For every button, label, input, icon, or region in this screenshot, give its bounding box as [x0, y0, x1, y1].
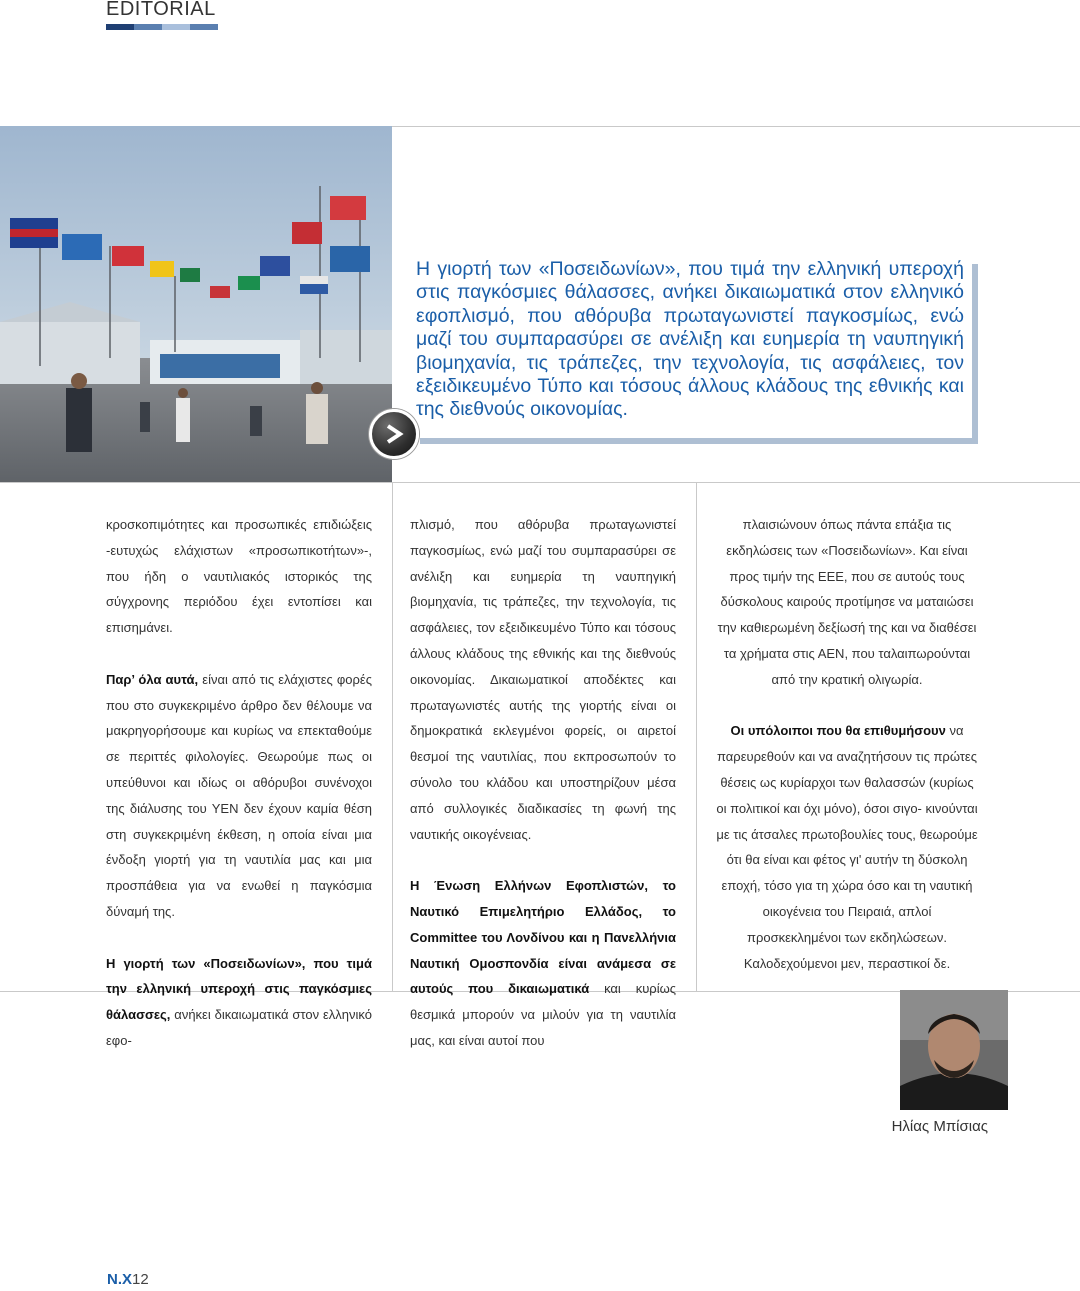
- paragraph: [714, 512, 980, 693]
- paragraph-text: να παρευρεθούν και να αναζητήσουν τις πρώτες θέσεις ως κυρίαρχοι των θαλασσών (κυρίως οι πολιτικοί και όχι μόνο), όσοι σιγο- κινούνται με τις άτσαλες πρωτοβουλίες τους, θεωρούμε ότι θα είναι και φέτος γι' αυτήν τη δύσκολη εποχή, τόσο για τη χώρα όσο και τη ναυτική οικογένεια του Πειραιά, απλοί προσκεκλημένοι των εκδηλώσεων. Καλοδεχούμενοι μεν, περαστικοί δε.: [716, 723, 978, 971]
- lead-in-bold: Οι υπόλοιποι που θα επιθυμήσουν: [730, 723, 946, 739]
- section-color-bar: [106, 24, 218, 30]
- paragraph-text: πλισμό, που αθόρυβα πρωταγωνιστεί παγκοσμίως, ενώ μαζί του συμπαρασύρει σε ανέλιξη και ευημερία τη ναυπηγική βιομηχανία, τις τράπεζες, την τεχνολογία, τις ασφάλειες, τον εξειδικευμένο Τύπο και τόσους άλλους κλάδους της εθνικής και της διεθνούς οικονομίας. Δικαιωματικοί αποδέκτες και πρωταγωνιστές αυτής της γιορτής είναι οι δημοκρατικά εκλεγμένοι φορείς, οι αιρετοί θεσμοί της ναυτιλίας, που εκπροσωπούν το σύνολο του κλάδου και υποστηρίζουν μέσα από συλλογικές διαδικασίες τη φωνή της ναυτικής οικογένειας.: [410, 517, 676, 842]
- article-column-2: [410, 512, 676, 1080]
- color-bar-segment: [162, 24, 190, 30]
- column-divider: [696, 482, 697, 991]
- color-bar-segment: [106, 24, 134, 30]
- paragraph: [410, 512, 676, 847]
- next-arrow-button[interactable]: [369, 409, 419, 459]
- color-bar-segment: [134, 24, 162, 30]
- exhibition-flags-photo: [0, 126, 392, 482]
- paragraph-text: και κυρίως θεσμικά μπορούν να μιλούν για τη ναυτιλία μας, και είναι αυτοί που: [410, 981, 676, 1048]
- paragraph: [410, 873, 676, 1054]
- chevron-right-icon: [382, 422, 406, 446]
- magazine-brand: N.X: [107, 1271, 133, 1288]
- section-label: EDITORIAL: [106, 0, 216, 20]
- author-name: Ηλίας Μπίσιας: [891, 1118, 988, 1135]
- lead-in-bold: Παρ’ όλα αυτά,: [106, 671, 199, 687]
- article-column-1: [106, 512, 372, 1080]
- pull-quote: [414, 258, 972, 438]
- paragraph: [714, 718, 980, 976]
- color-bar-segment: [190, 24, 218, 30]
- paragraph-text: είναι από τις ελάχιστες φορές που στο συγκεκριμένο άρθρο δεν θέλουμε να μακρηγορήσουμε και κυρίως να επεκταθούμε σε περιττές φιλολογίες. Θεωρούμε πως οι υπεύθυνοι και ιδίως οι αθόρυβοι συνένοχοι της διάλυσης του ΥΕΝ δεν έχουν καμία θέση στη συγκεκριμένη έκθεση, η οποία είναι μια ένδοξη γιορτή για τη ναυτιλία μας και μια προσπάθεια για να ενωθεί η παγκόσμια δύναμή της.: [106, 671, 372, 919]
- paragraph: [106, 667, 372, 925]
- lead-in-bold: Η γιορτή των «Ποσειδωνίων», που τιμά την ελληνική υπεροχή στις παγκόσμιες θάλασσες,: [106, 955, 372, 1023]
- lead-in-bold: Η Ένωση Ελλήνων Εφοπλιστών, το Ναυτικό Επιμελητήριο Ελλάδος, το Committee του Λονδίνου και η Πανελλήνια Ναυτική Ομοσπονδία είναι ανάμεσα σε αυτούς που δικαιωματικά: [410, 878, 676, 997]
- pull-quote-text: Η γιορτή των «Ποσειδωνίων», που τιμά την ελληνική υπεροχή στις παγκόσμιες θάλασσες, ανήκει δικαιωματικά στον ελληνικό εφοπλισμό, που αθόρυβα πρωταγωνιστεί παγκοσμίως, ενώ μαζί του συμπαρασύρει σε ανέλιξη και ευημερία τη ναυπηγική βιομηχανία, τις τράπεζες, την τεχνολογία, τις ασφάλειες, τον εξειδικευμένο Τύπο και τόσους άλλους κλάδους της εθνικής και της διεθνούς οικονομίας.: [416, 258, 964, 421]
- paragraph: [106, 512, 372, 641]
- paragraph-text: ανήκει δικαιωματικά στον ελληνικό εφο-: [106, 1007, 372, 1048]
- mid-rule: [0, 482, 1080, 483]
- paragraph: [106, 951, 372, 1054]
- page-number: 12: [132, 1271, 149, 1288]
- column-divider: [392, 482, 393, 991]
- paragraph-text: πλαισιώνουν όπως πάντα επάξια τις εκδηλώσεις των «Ποσειδωνίων». Και είναι προς τιμήν της ΕΕΕ, που σε αυτούς τους δύσκολους καιρούς προτίμησε να ματαιώσει την καθιερωμένη δεξίωσή της και να διαθέσει τα χρήματα στις ΑΕΝ, που ταλαιπωρούνται από την κρατική ολιγωρία.: [717, 517, 977, 687]
- article-column-3: [714, 512, 980, 1002]
- page-footer: [107, 1271, 149, 1288]
- author-portrait: [900, 990, 1008, 1110]
- paragraph-text: κροσκοπιμότητες και προσωπικές επιδιώξεις -ευτυχώς ελάχιστων «προσωπικοτήτων»-, που ήδη ο ναυτιλιακός ιστορικός της σύγχρονης περιόδου έχει εντοπίσει και επισημάνει.: [106, 517, 372, 636]
